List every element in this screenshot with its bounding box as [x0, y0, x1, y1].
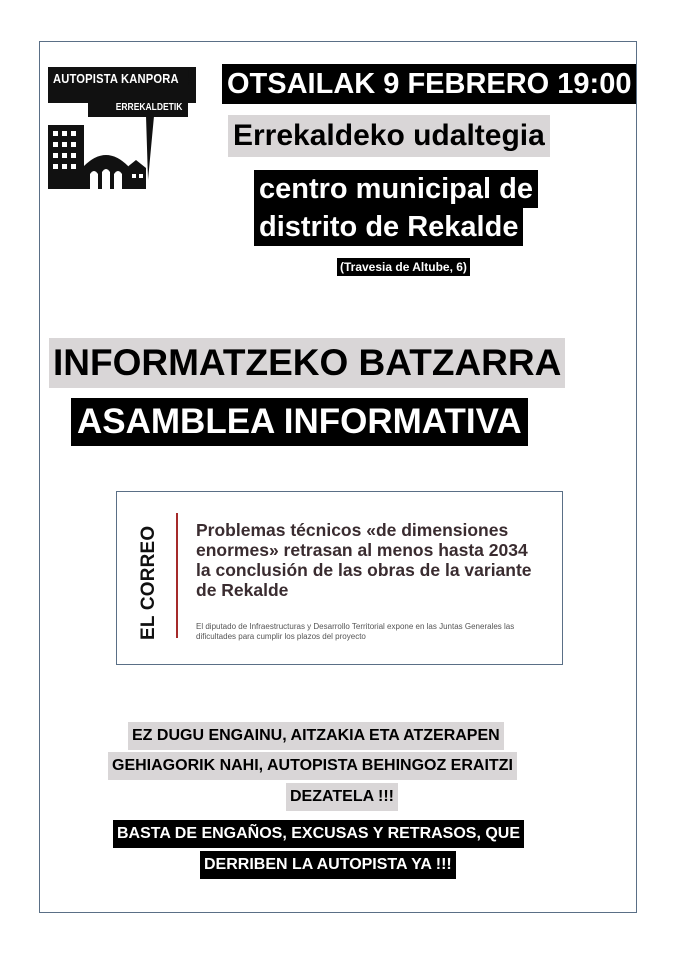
title-spanish: ASAMBLEA INFORMATIVA: [71, 398, 528, 446]
logo-text: AUTOPISTA KANPORA: [53, 71, 179, 86]
news-headline: Problemas técnicos «de dimensiones enormes» retrasan al menos hasta 2034 la conclusión de las obras de la variante de Rekalde: [196, 520, 532, 600]
logo-exclamation: !: [186, 65, 194, 90]
message-spanish-line1: BASTA DE ENGAÑOS, EXCUSAS Y RETRASOS, QUE: [113, 820, 524, 848]
message-basque-line3: DEZATELA !!!: [286, 783, 398, 811]
event-date: OTSAILAK 9 FEBRERO 19:00: [222, 64, 636, 104]
message-basque-line2: GEHIAGORIK NAHI, AUTOPISTA BEHINGOZ ERAITZI: [108, 752, 517, 780]
venue-basque: Errekaldeko udaltegia: [228, 115, 550, 157]
venue-spanish-line2: distrito de Rekalde: [254, 208, 523, 246]
message-spanish-line2: DERRIBEN LA AUTOPISTA YA !!!: [200, 851, 456, 879]
neighbourhood-skyline-icon: [48, 100, 158, 192]
logo-subtext: ERREKALDETIK: [115, 102, 182, 113]
newspaper-name: EL CORREO: [138, 525, 159, 640]
message-basque-line1: EZ DUGU ENGAINU, AITZAKIA ETA ATZERAPEN: [128, 722, 504, 750]
clipping-divider: [176, 513, 178, 638]
title-basque: INFORMATZEKO BATZARRA: [49, 338, 565, 388]
logo-banner: [48, 67, 196, 103]
news-subhead: El diputado de Infraestructuras y Desarrollo Territorial expone en las Juntas Generales las dificultades para cumplir los plazos del proyecto: [196, 622, 515, 641]
venue-address: (Travesia de Altube, 6): [337, 258, 470, 276]
venue-spanish-line1: centro municipal de: [254, 170, 538, 208]
